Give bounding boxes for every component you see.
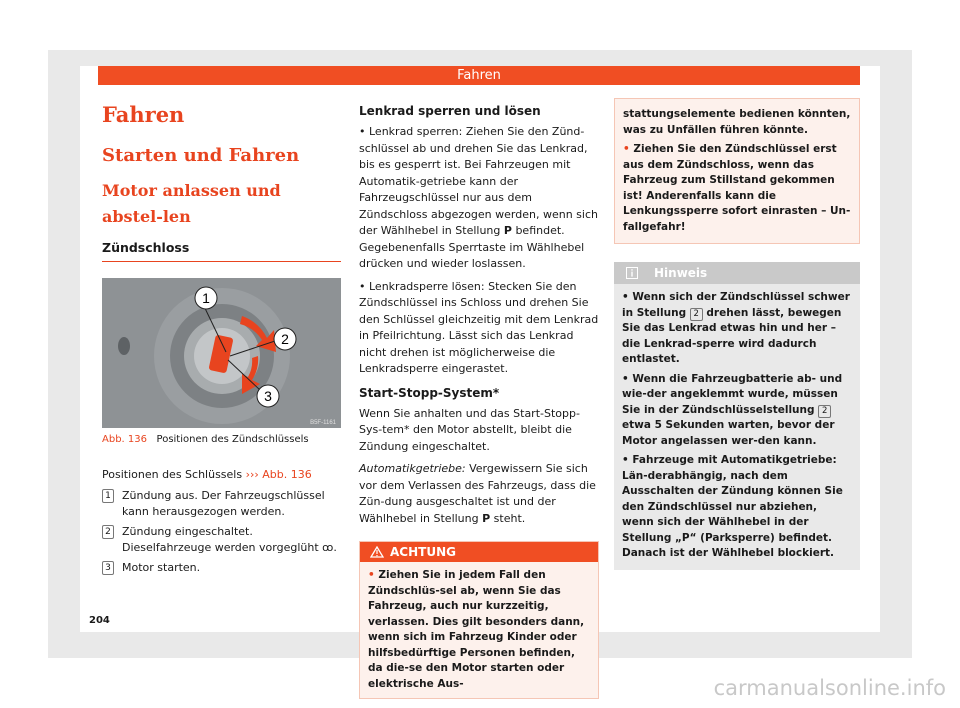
position-number: 2 [102,525,114,539]
caption-text: Positionen des Zündschlüssels [156,434,309,445]
left-column [102,96,341,580]
title-motor: Motor anlassen und abstel-len [102,181,281,226]
page-number: 204 [89,615,110,626]
figure-label-3: 3 [264,388,272,404]
right-column [614,98,860,570]
list-item [102,524,341,556]
warning-triangle-icon [370,546,384,558]
title-fahren: Fahren [102,102,185,127]
position-number: 1 [102,489,114,503]
caption-label: Abb. 136 [102,434,147,445]
heading-lenkrad: Lenkrad sperren und lösen [359,104,541,118]
bullet-icon: • [623,143,630,155]
figure-caption [102,434,341,445]
note-header: Hinweis [614,262,860,284]
info-icon [626,267,638,279]
note-box [614,262,860,570]
bullet-icon: • [359,279,366,293]
bullet-unlock: • Lenkradsperre lösen: Stecken Sie den Zündschlüssel ins Schloss und drehen Sie den Schlüssel gleichzeitig mit dem Lenkrad in Pfeilrichtung. Lässt sich das Lenkrad nicht drehen ist möglicherweise die Lenkradsperre eingerastet. [359,279,599,375]
warning-continuation: stattungselemente bedienen könnten, was zu Unfällen führen könnte. • Ziehen Sie den Zündschlüssel erst aus dem Zündschloss, wenn das Fahrzeug zum Stillstand gekommen ist! Anderenfalls kann die Lenkungssperre sofort einrasten – Un-fallgefahr! [614,98,860,244]
figure-label-2: 2 [281,331,289,347]
heading-start-stopp: Start-Stopp-System* [359,385,500,400]
warning-text: • Ziehen Sie in jedem Fall den Zündschlüs-sel ab, wenn Sie das Fahrzeug, auch nur kurzzeitig, verlassen. Dies gilt besonders dann, wenn sich im Fahrzeug Kinder oder hilfsbedürftige Personen befinden, da die-se den Motor starten oder elektrische Aus- [368,569,585,690]
ignition-illustration [102,278,341,428]
position-text: Zündung aus. Der Fahrzeugschlüssel kann herausgezogen werden. [122,488,325,518]
section-header: Fahren [98,66,860,85]
automatic-text: Automatikgetriebe: Vergewissern Sie sich vor dem Verlassen des Fahrzeugs, dass die Zün-dung ausgeschaltet ist und der Wählhebel in Stellung P steht. [359,462,596,525]
bullet-icon: • [359,125,366,138]
glow-plug-icon: ꝏ. [322,540,337,554]
ignition-figure [102,278,341,428]
watermark: carmanualsonline.info [713,676,946,700]
middle-column [359,100,599,699]
figure-code: B5F-1161 [310,420,336,426]
position-number: 3 [102,561,114,575]
position-text: Zündung eingeschaltet. Dieselfahrzeuge werden vorgeglüht ꝏ. [122,524,337,554]
list-item [102,488,341,520]
warning-box [359,541,599,699]
note-text: • Wenn sich der Zündschlüssel schwer in Stellung 2 drehen lässt, bewegen Sie das Lenkrad etwas hin und her – die Lenkrad-sperre wird dadurch entlastet. • Wenn die Fahrzeugbatterie ab- und wie-der angeklemmt wurde, müssen Sie in der Zündschlüsselstellung 2 etwa 5 Sekunden warten, bevor der Motor angelassen wer-den kann. • Fahrzeuge mit Automatikgetriebe: Län-derabhängig, nach dem Ausschalten der Zündung können Sie den Zündschlüssel nur abziehen, wenn sich der Wählhebel in der Stellung „P“ (Parksperre) befindet. Danach ist der Wählhebel blockiert. [622,291,850,559]
position-text: Motor starten. [122,560,201,574]
positions-intro: Positionen des Schlüssels ››› Abb. 136 [102,468,312,481]
figure-reference-link[interactable]: ››› Abb. 136 [245,468,312,481]
list-item [102,560,341,576]
title-zuendschloss: Zündschloss [102,240,341,262]
title-starten: Starten und Fahren [102,145,300,166]
start-stopp-text: Wenn Sie anhalten und das Start-Stopp-Sys-tem* den Motor abstellt, bleibt die Zündung eingeschaltet. [359,406,580,453]
bullet-lock: • Lenkrad sperren: Ziehen Sie den Zünd-schlüssel ab und drehen Sie das Lenkrad, bis es gesperrt ist. Bei Fahrzeugen mit Automatik-getriebe kann der Fahrzeugschlüssel nur aus dem Zündschloss abgezogen werden, wenn sich der Wählhebel in Stellung P befindet. Gegebenenfalls Sperrtaste im Wählhebel drücken und wieder loslassen. [359,125,598,270]
figure-label-1: 1 [202,290,210,306]
warning-header: ACHTUNG [360,542,598,562]
